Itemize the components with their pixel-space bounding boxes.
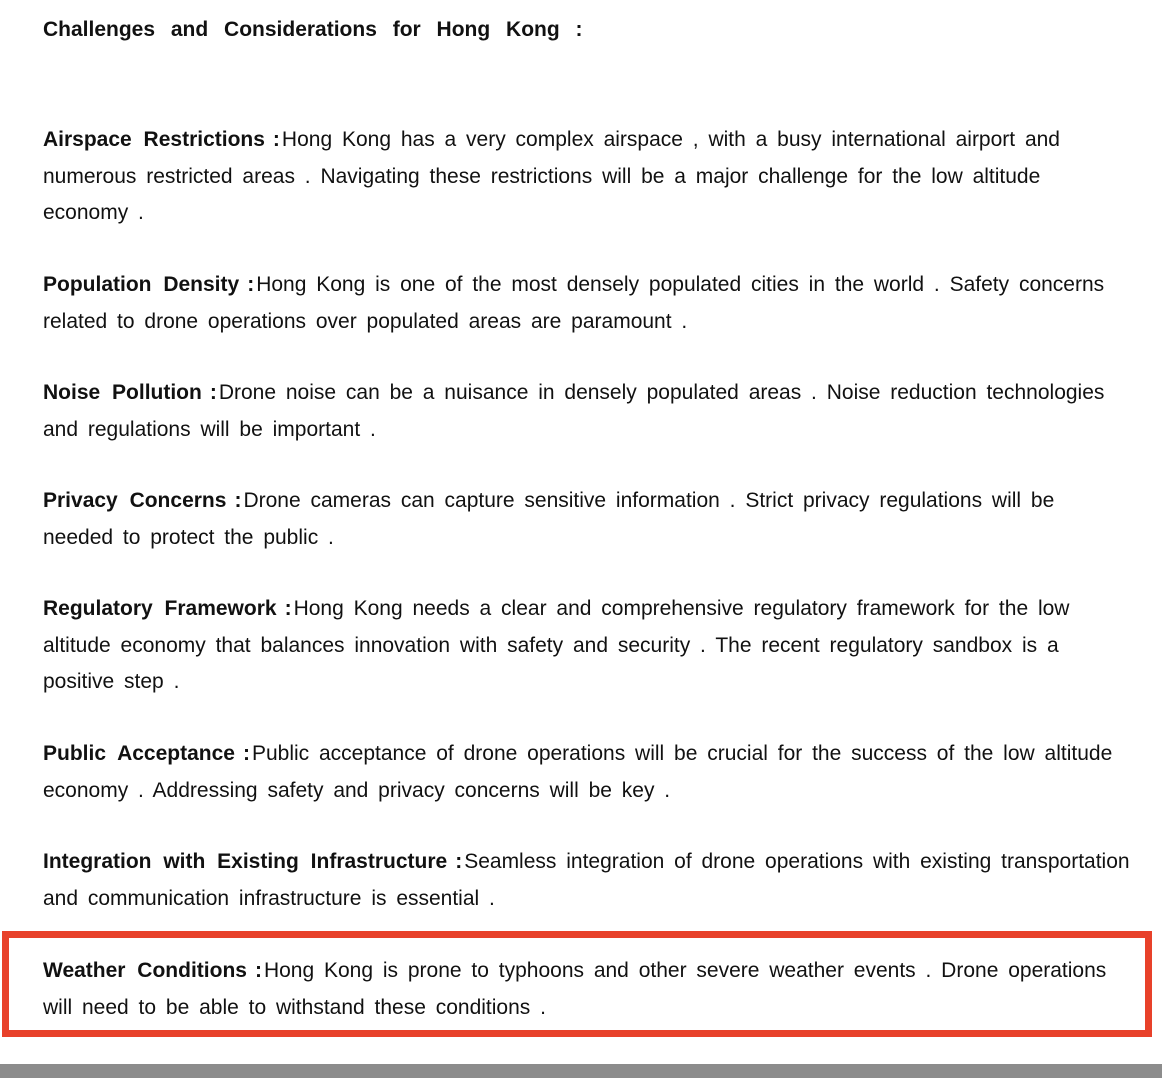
section-population-density — [43, 267, 1133, 340]
section-separator: : — [284, 597, 292, 620]
section-separator: : — [247, 273, 255, 296]
section-body: Drone cameras can capture sensitive information . Strict privacy regulations will be needed to protect the public . — [43, 489, 1055, 549]
document-title: Challenges and Considerations for Hong Kong : — [43, 18, 583, 41]
section-heading: Airspace Restrictions — [43, 128, 265, 151]
bottom-scrollbar-track[interactable] — [0, 1064, 1162, 1078]
section-separator: : — [455, 850, 463, 873]
section-regulatory-framework — [43, 591, 1133, 701]
section-separator: : — [254, 959, 262, 982]
section-airspace-restrictions — [43, 122, 1133, 232]
section-separator: : — [272, 128, 280, 151]
section-heading: Noise Pollution — [43, 381, 202, 404]
section-body: Hong Kong is prone to typhoons and other severe weather events . Drone operations will need to be able to withstand these conditions . — [43, 959, 1107, 1019]
section-integration-infrastructure — [43, 844, 1133, 917]
section-body: Hong Kong needs a clear and comprehensive regulatory framework for the low altitude economy that balances innovation with safety and security . The recent regulatory sandbox is a positive step . — [43, 597, 1070, 693]
section-noise-pollution — [43, 375, 1133, 448]
section-body: Drone noise can be a nuisance in densely populated areas . Noise reduction technologies and regulations will be important . — [43, 381, 1105, 441]
section-heading: Privacy Concerns — [43, 489, 227, 512]
section-heading: Weather Conditions — [43, 959, 247, 982]
highlight-box — [2, 931, 1152, 1037]
section-separator: : — [234, 489, 242, 512]
section-body: Hong Kong is one of the most densely populated cities in the world . Safety concerns related to drone operations over populated areas are paramount . — [43, 273, 1105, 333]
section-body: Seamless integration of drone operations with existing transportation and communication infrastructure is essential . — [43, 850, 1130, 910]
section-body: Hong Kong has a very complex airspace , with a busy international airport and numerous restricted areas . Navigating these restrictions will be a major challenge for the low altitude economy . — [43, 128, 1060, 224]
section-public-acceptance — [43, 736, 1133, 809]
section-separator: : — [242, 742, 250, 765]
section-privacy-concerns — [43, 483, 1133, 556]
section-body: Public acceptance of drone operations will be crucial for the success of the low altitude economy . Addressing safety and privacy concerns will be key . — [43, 742, 1113, 802]
section-heading: Regulatory Framework — [43, 597, 277, 620]
section-separator: : — [209, 381, 217, 404]
section-heading: Public Acceptance — [43, 742, 235, 765]
section-heading: Population Density — [43, 273, 240, 296]
section-heading: Integration with Existing Infrastructure — [43, 850, 448, 873]
